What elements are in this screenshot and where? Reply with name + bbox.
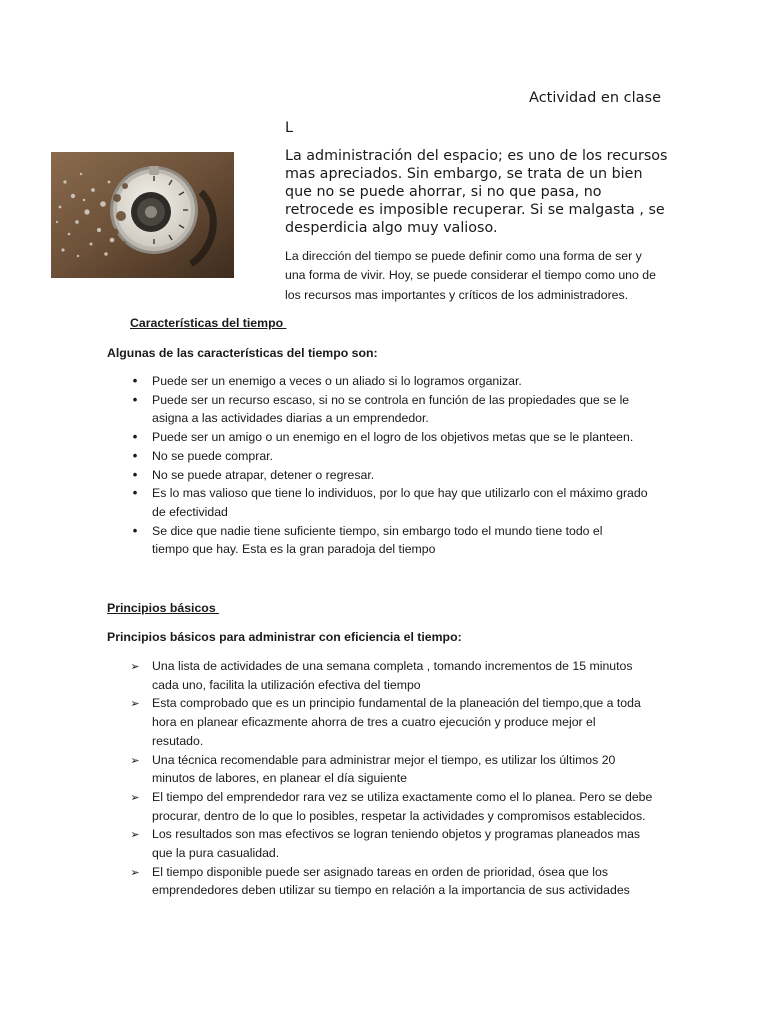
caracteristicas-list: [132, 372, 664, 559]
list-item: [130, 825, 664, 862]
bullet-icon: •: [132, 391, 138, 407]
caracteristicas-heading: Características del tiempo: [130, 316, 287, 330]
list-item-text: Puede ser un enemigo a veces o un aliado si lo logramos organizar.: [152, 374, 522, 388]
list-item: [132, 447, 664, 466]
bullet-icon: •: [132, 485, 138, 501]
list-item: [132, 522, 664, 559]
page-title: Actividad en clase: [529, 90, 661, 106]
list-item-text: Los resultados son mas efectivos se logran teniendo objetos y programas planeados mas que la pura casualidad.: [152, 827, 641, 861]
caracteristicas-intro: Algunas de las características del tiempo son:: [107, 346, 378, 360]
list-item: [132, 484, 664, 521]
bullet-icon: •: [132, 522, 138, 538]
list-item: [132, 391, 664, 428]
pocket-watch-image: [51, 152, 234, 278]
arrow-bullet-icon: ➢: [130, 790, 140, 804]
list-item-text: Una técnica recomendable para administrar mejor el tiempo, es utilizar los últimos 20 minutos de labores, en planear el día siguiente: [152, 752, 616, 786]
list-item-text: Puede ser un amigo o un enemigo en el logro de los objetivos metas que se le planteen.: [152, 430, 634, 445]
list-item-text: Una lista de actividades de una semana completa , tomando incrementos de 15 minutos cada uno, facilita la utilización efectiva del tiempo: [152, 659, 633, 692]
bullet-icon: •: [132, 447, 138, 463]
list-item-text: El tiempo del emprendedor rara vez se utiliza exactamente como el lo planea. Pero se debe procurar, dentro de lo que lo posibles, respetar la actividades y compromisos establecidos.: [152, 789, 653, 823]
list-item: [130, 751, 664, 788]
list-item-text: El tiempo disponible puede ser asignado tareas en orden de prioridad, ósea que los emprendedores deben utilizar su tiempo en relación a la importancia de sus actividades: [152, 864, 630, 898]
arrow-bullet-icon: ➢: [130, 697, 140, 711]
list-item: [130, 694, 664, 750]
list-item-text: No se puede comprar.: [152, 448, 273, 463]
stray-letter: L: [285, 120, 294, 136]
list-item-text: No se puede atrapar, detener o regresar.: [152, 467, 375, 482]
list-item: [130, 788, 664, 825]
list-item: [130, 657, 664, 694]
list-item-text: Se dice que nadie tiene suficiente tiempo, sin embargo todo el mundo tiene todo el tiempo que hay. Esta es la gran paradoja del tiempo: [152, 523, 603, 557]
arrow-bullet-icon: ➢: [130, 828, 140, 842]
bullet-icon: •: [132, 373, 138, 388]
lead-paragraph: La administración del espacio; es uno de los recursos mas apreciados. Sin embargo, se trata de un bien que no se puede ahorrar, si no que pasa, no retrocede es imposible recuperar. Si se malgasta , se desperdicia algo muy valioso.: [285, 148, 668, 236]
intro-paragraph: La dirección del tiempo se puede definir como una forma de ser y una forma de vivir. Hoy, se puede considerar el tiempo como uno de los recursos mas importantes y críticos de los administradores.: [285, 249, 656, 302]
arrow-bullet-icon: ➢: [130, 753, 140, 767]
arrow-bullet-icon: ➢: [130, 865, 140, 879]
pocket-watch-illustration: [51, 152, 234, 278]
list-item-text: Puede ser un recurso escaso, si no se controla en función de las propiedades que se le asigna a las actividades diarias a un emprendedor.: [152, 392, 630, 426]
principios-heading: Principios básicos: [107, 601, 220, 615]
list-item: [132, 428, 664, 447]
principios-list: [130, 657, 664, 900]
list-item: [130, 863, 664, 900]
principios-intro: Principios básicos para administrar con eficiencia el tiempo:: [107, 630, 462, 644]
list-item: [132, 466, 664, 485]
list-item-text: Es lo mas valioso que tiene lo individuos, por lo que hay que utilizarlo con el máximo grado de efectividad: [152, 486, 648, 519]
list-item: [132, 372, 664, 391]
bullet-icon: •: [132, 429, 138, 445]
list-item-text: Esta comprobado que es un principio fundamental de la planeación del tiempo,que a toda hora en planear eficazmente ahorra de tres a cuatro ejecución y produce mejor el resutado.: [152, 696, 641, 748]
arrow-bullet-icon: ➢: [130, 660, 140, 673]
bullet-icon: •: [132, 466, 138, 482]
